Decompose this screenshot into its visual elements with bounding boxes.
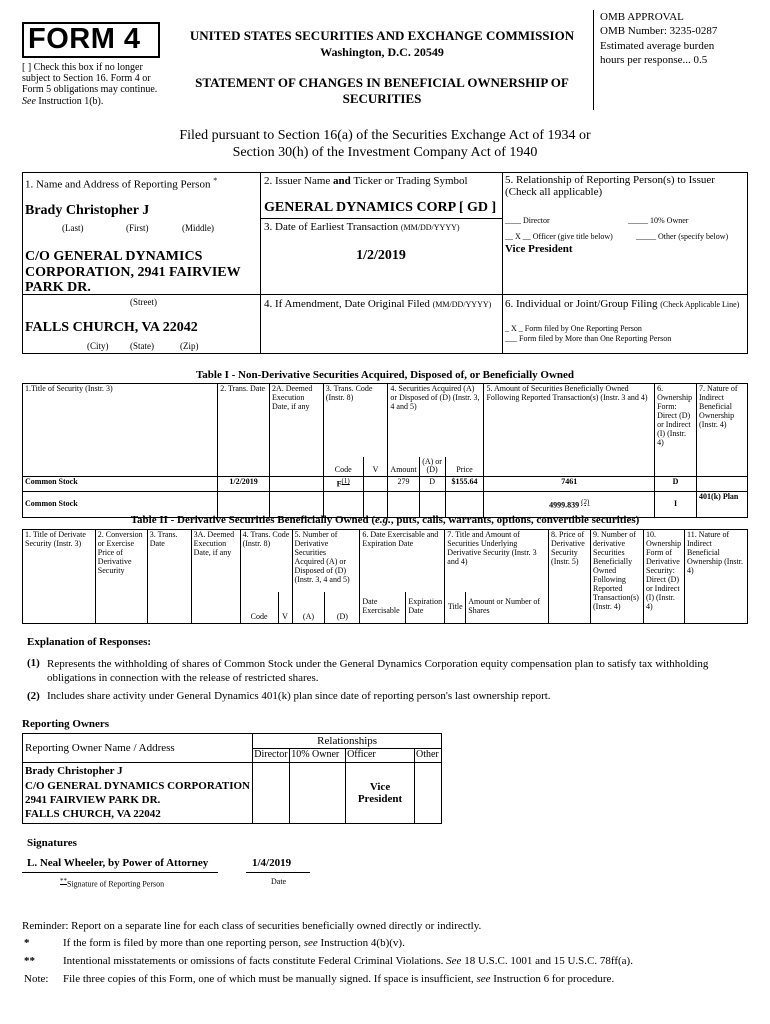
owner-line1: Brady Christopher J <box>25 765 123 778</box>
signature-label <box>60 877 164 889</box>
see-word: See <box>22 95 36 107</box>
t1-r0-owned: 7461 <box>484 477 655 492</box>
box-bottom-line <box>22 353 748 354</box>
omb-box <box>600 10 717 67</box>
amendment-format: (MM/DD/YYYY) <box>432 300 492 309</box>
street-label: (Street) <box>130 297 157 307</box>
relationship-label <box>505 174 715 199</box>
relationship-label-line2: (Check all applicable) <box>505 186 603 199</box>
owner-name-address-label: Reporting Owner Name / Address <box>23 734 253 763</box>
omb-divider <box>593 10 594 110</box>
t1-col-title: 1.Title of Security (Instr. 3) <box>23 384 218 477</box>
owner-director-cell <box>253 763 290 823</box>
t1-r0-code-value: F <box>336 480 342 490</box>
first-label: (First) <box>126 223 149 233</box>
check-box-note-text: [ ] Check this box if no longer subject to Section 16. Form 4 or Form 5 obligations may continue. <box>22 62 158 96</box>
t2-col-conversion: 2. Conversion or Exercise Price of Derivative Security <box>95 530 147 624</box>
owner-ten-pct-cell <box>290 763 346 823</box>
t2-col-price: 8. Price of Derivative Security (Instr. 5) <box>549 530 591 624</box>
dstar-see: See <box>446 955 462 967</box>
table1-row <box>23 477 748 492</box>
ten-pct-checkbox: _____ 10% Owner <box>628 216 689 225</box>
t1-col-code: 3. Trans. Code (Instr. 8) <box>323 384 388 457</box>
t1-col-deemed: 2A. Deemed Execution Date, if any <box>269 384 323 477</box>
t1-r1-nature: 401(k) Plan <box>697 492 748 518</box>
owner-other-cell <box>414 763 441 823</box>
t1-r0-aord: D <box>419 477 445 492</box>
explanation-num-1: (1) <box>27 657 40 669</box>
owner-officer-title: Vice President <box>346 763 415 823</box>
omb-approval: OMB APPROVAL <box>600 11 684 23</box>
t1-r0-title: Common Stock <box>23 477 218 492</box>
issuer-date-divider <box>260 218 502 219</box>
officer-title: Vice President <box>505 243 573 255</box>
issuer-label-prefix: 2. Issuer Name <box>264 175 331 187</box>
reporting-owners-table <box>22 733 442 824</box>
t2-sub-a: (A) <box>292 592 325 624</box>
t1-r0-v <box>363 477 388 492</box>
t1-r0-code <box>323 477 363 492</box>
address-line3: PARK DR. <box>25 280 91 296</box>
t2-col-owned: 9. Number of derivative Securities Beneficially Owned Following Reported Transaction(s) (Instr. 4) <box>591 530 644 624</box>
t1-r1-form: I <box>655 492 697 518</box>
filing-label-text: 6. Individual or Joint/Group Filing <box>505 298 658 310</box>
t1-r0-code-footnote: (1) <box>341 477 350 486</box>
see-instruction: Instruction 1(b). <box>38 95 104 107</box>
address-line1: C/O GENERAL DYNAMICS <box>25 249 203 264</box>
star-text-suffix: Instruction 4(b)(v). <box>320 937 405 949</box>
middle-label: (Middle) <box>182 223 214 233</box>
dstar-text-suffix: 18 U.S.C. 1001 and 15 U.S.C. 78ff(a). <box>464 955 633 967</box>
t2-sub-expiration: Expiration Date <box>406 592 445 624</box>
date-label-text: 3. Date of Earliest Transaction <box>264 221 399 233</box>
signature-mark: ** <box>60 877 67 885</box>
t2-sub-d: (D) <box>325 592 360 624</box>
note-mark: Note: <box>24 973 49 985</box>
director-checkbox: ____ Director <box>505 216 550 225</box>
t1-r0-form: D <box>655 477 697 492</box>
filed-pursuant <box>0 128 770 162</box>
form-title: FORM 4 <box>28 23 141 55</box>
state-label: (State) <box>130 341 154 351</box>
signature-line <box>22 872 218 873</box>
t1-sub-aord: (A) or (D) <box>419 457 445 477</box>
t1-r0-price: $155.64 <box>445 477 484 492</box>
table1-title: Table I - Non-Derivative Securities Acquired, Disposed of, or Beneficially Owned <box>195 369 575 381</box>
table2-title <box>0 514 770 526</box>
signatures-heading: Signatures <box>27 837 77 849</box>
table2-title-suffix: , puts, calls, warrants, options, convertible securities) <box>390 514 640 526</box>
signature-label-text: Signature of Reporting Person <box>67 879 165 889</box>
date-line <box>246 872 310 873</box>
city-label: (City) <box>87 341 109 351</box>
address-line2: CORPORATION, 2941 FAIRVIEW <box>25 264 241 280</box>
filing-label <box>505 298 739 310</box>
t1-r0-amount: 279 <box>388 477 419 492</box>
statement-line2: SECURITIES <box>342 91 422 106</box>
star-see: see <box>303 937 318 949</box>
owner-line3: 2941 FAIRVIEW PARK DR. <box>25 793 161 806</box>
date-label <box>264 221 460 233</box>
reporting-owners-heading: Reporting Owners <box>22 718 110 730</box>
omb-hours: hours per response... 0.5 <box>600 53 708 66</box>
statement-line1: STATEMENT OF CHANGES IN BENEFICIAL OWNERSHIP OF <box>195 75 569 90</box>
table2-title-prefix: Table II - Derivative Securities Beneficially Owned ( <box>130 514 376 526</box>
owner-info <box>23 763 253 823</box>
star-mark: * <box>24 937 30 949</box>
box-divider-2 <box>502 172 503 354</box>
amendment-label <box>264 298 491 310</box>
explanation-num-2: (2) <box>27 690 40 702</box>
t1-sub-amount: Amount <box>388 457 419 477</box>
owners-other: Other <box>414 749 441 763</box>
t1-r0-deemed <box>269 477 323 492</box>
t2-col-deemed: 3A. Deemed Execution Date, if any <box>191 530 240 624</box>
other-checkbox: _____ Other (specify below) <box>636 232 729 241</box>
owners-header-row <box>23 734 442 749</box>
explanation-item-1-line2: obligations in connection with the release of restricted shares. <box>47 672 319 685</box>
explanation-item-1-line1: Represents the withholding of shares of Common Stock under the General Dynamics Corporation equity compensation plan to satisfy tax withholding <box>47 658 709 670</box>
dstar-text-prefix: Intentional misstatements or omissions of facts constitute Federal Criminal Violations. <box>63 955 444 967</box>
t2-sub-amount-shares: Amount or Number of Shares <box>466 592 549 624</box>
owners-officer: Officer <box>346 749 415 763</box>
t2-col-code: 4. Trans. Code (Instr. 8) <box>240 530 292 592</box>
form-title-box <box>22 22 160 58</box>
city-state-zip: FALLS CHURCH, VA 22042 <box>25 320 198 335</box>
owners-director: Director <box>253 749 290 763</box>
box-left-line <box>22 172 23 354</box>
omb-number: OMB Number: 3235-0287 <box>600 25 718 38</box>
reporting-person-address <box>25 249 241 296</box>
t2-col-exercisable: 6. Date Exercisable and Expiration Date <box>360 530 445 592</box>
t1-col-date: 2. Trans. Date <box>218 384 270 477</box>
date-format: (MM/DD/YYYY) <box>400 223 460 232</box>
table2-header-row <box>23 530 748 592</box>
table1 <box>22 383 748 518</box>
agency-line2: Washington, D.C. 20549 <box>320 45 444 59</box>
signature-date: 1/4/2019 <box>252 857 292 869</box>
t1-sub-price: Price <box>445 457 484 477</box>
t1-r0-date: 1/2/2019 <box>218 477 270 492</box>
star-text <box>63 937 405 949</box>
owner-line2: C/O GENERAL DYNAMICS CORPORATION <box>25 779 251 792</box>
t2-sub-date-exercisable: Date Exercisable <box>360 592 406 624</box>
last-label: (Last) <box>62 223 84 233</box>
officer-checkbox: __ X __ Officer (give title below) <box>505 232 613 241</box>
reporting-person-label <box>25 176 217 191</box>
agency-line1: UNITED STATES SECURITIES AND EXCHANGE COMMISSION <box>189 28 575 43</box>
filed-line1: Filed pursuant to Section 16(a) of the Securities Exchange Act of 1934 or <box>179 128 591 143</box>
t1-r1-owned-footnote: (2) <box>581 497 590 506</box>
filing-one: _ X _ Form filed by One Reporting Person <box>505 324 642 333</box>
owners-ten-pct: 10% Owner <box>290 749 346 763</box>
t2-col-title: 1. Title of Derivate Security (Instr. 3) <box>23 530 96 624</box>
note-see: see <box>476 973 491 985</box>
owner-line4: FALLS CHURCH, VA 22042 <box>25 808 161 821</box>
issuer-label-and: and <box>333 175 351 187</box>
explanation-item-2: Includes share activity under General Dynamics 401(k) plan since date of reporting person's last ownership report. <box>47 690 551 702</box>
issuer-label-suffix: Ticker or Trading Symbol <box>353 175 468 187</box>
t2-sub-title: Title <box>445 592 466 624</box>
t1-col-form: 6. Ownership Form: Direct (D) or Indirect (I) (Instr. 4) <box>655 384 697 477</box>
date-label: Date <box>271 877 287 886</box>
relationships-label: Relationships <box>253 734 442 749</box>
zip-label: (Zip) <box>180 341 199 351</box>
note-text-prefix: File three copies of this Form, one of which must be manually signed. If space is insufficient, <box>63 973 474 985</box>
t1-r0-nature <box>697 477 748 492</box>
t2-col-date: 3. Trans. Date <box>147 530 191 624</box>
t2-sub-v: V <box>278 592 292 624</box>
owners-data-row <box>23 763 442 823</box>
dstar-mark: ** <box>24 955 35 967</box>
explanation-item-1 <box>47 657 747 686</box>
box-right-line <box>747 172 748 354</box>
explanation-heading: Explanation of Responses: <box>27 636 152 648</box>
t2-col-nature: 11. Nature of Indirect Beneficial Ownership (Instr. 4) <box>684 530 747 624</box>
omb-burden: Estimated average burden <box>600 39 715 52</box>
t1-col-acquired: 4. Securities Acquired (A) or Disposed of (D) (Instr. 3, 4 and 5) <box>388 384 484 457</box>
filing-more: ___ Form filed by More than One Reporting Person <box>505 334 672 343</box>
signer-name: L. Neal Wheeler, by Power of Attorney <box>27 857 209 869</box>
table1-header-row <box>23 384 748 457</box>
table2 <box>22 529 748 624</box>
dstar-text <box>63 955 633 967</box>
t1-sub-code: Code <box>323 457 363 477</box>
t1-col-owned: 5. Amount of Securities Beneficially Owned Following Reported Transaction(s) (Instr. 3 and 4) <box>484 384 655 477</box>
table2-title-eg: e.g. <box>375 514 391 526</box>
note-text <box>63 973 614 985</box>
relationship-label-line1: 5. Relationship of Reporting Person(s) to Issuer <box>505 174 715 186</box>
amendment-label-text: 4. If Amendment, Date Original Filed <box>264 298 430 310</box>
star-text-prefix: If the form is filed by more than one reporting person, <box>63 937 301 949</box>
filing-note: (Check Applicable Line) <box>660 300 740 309</box>
earliest-transaction-date: 1/2/2019 <box>356 248 406 263</box>
t2-col-form: 10. Ownership Form of Derivative Security: Direct (D) or Indirect (I) (Instr. 4) <box>644 530 685 624</box>
reporting-person-label-text: 1. Name and Address of Reporting Person <box>25 178 211 191</box>
t1-r1-owned-value: 4999.839 <box>549 500 580 510</box>
reporting-person-footnote: * <box>213 176 218 185</box>
issuer-label <box>264 175 468 187</box>
issuer-name: GENERAL DYNAMICS CORP [ GD ] <box>264 200 497 215</box>
t1-col-nature: 7. Nature of Indirect Beneficial Ownership (Instr. 4) <box>697 384 748 477</box>
t2-col-underlying: 7. Title and Amount of Securities Underlying Derivative Security (Instr. 3 and 4) <box>445 530 549 592</box>
box-top-line <box>22 172 748 173</box>
note-text-suffix: Instruction 6 for procedure. <box>493 973 615 985</box>
reminder-text: Reminder: Report on a separate line for each class of securities beneficially owned directly or indirectly. <box>22 920 482 932</box>
t1-r1-title: Common Stock <box>23 492 218 518</box>
filed-line2: Section 30(h) of the Investment Company Act of 1940 <box>232 144 538 160</box>
t2-sub-code: Code <box>240 592 278 624</box>
check-box-note <box>22 62 168 107</box>
reporting-person-name: Brady Christopher J <box>25 203 150 218</box>
t2-col-number: 5. Number of Derivative Securities Acquired (A) or Disposed of (D) (Instr. 3, 4 and 5) <box>292 530 360 592</box>
t1-sub-v: V <box>363 457 388 477</box>
